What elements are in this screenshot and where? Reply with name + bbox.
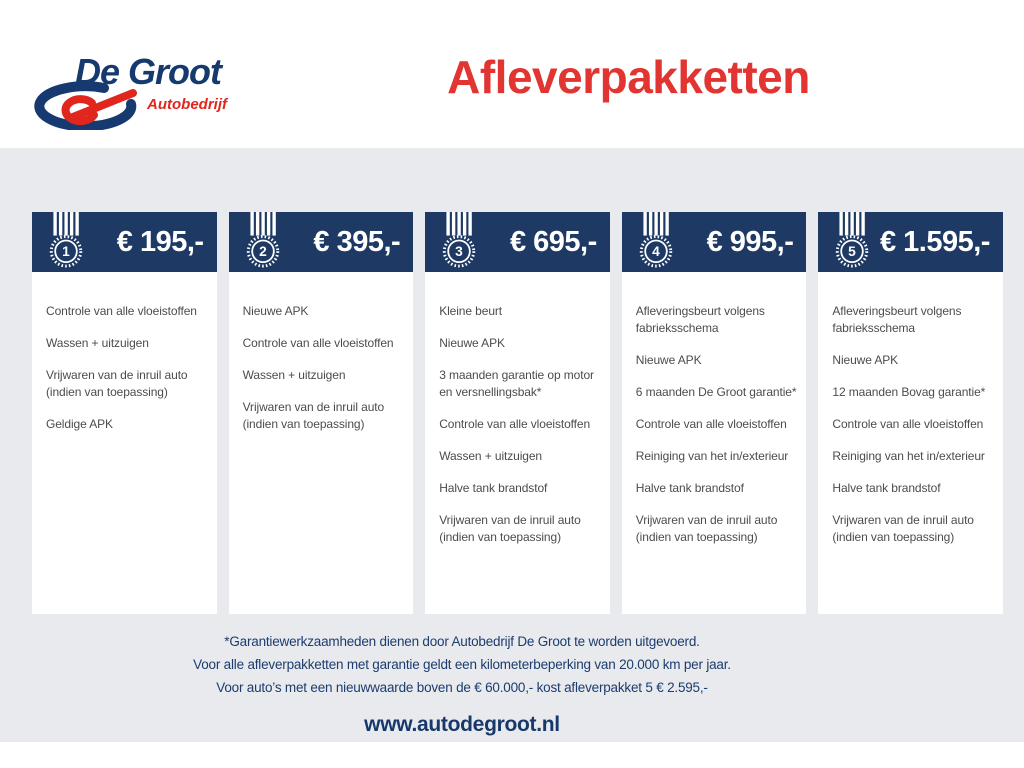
feature-item: Wassen + uitzuigen: [242, 368, 346, 382]
feature-item: 12 maanden Bovag garantie*: [832, 385, 986, 399]
package-price: € 395,-: [313, 225, 401, 258]
feature-item: Reiniging van het in/exterieur: [832, 449, 985, 463]
package-card-5: [818, 212, 1003, 614]
svg-text:5: 5: [848, 244, 857, 260]
package-price: € 995,-: [706, 225, 794, 258]
svg-text:2: 2: [258, 244, 267, 260]
package-price: € 695,-: [509, 225, 597, 258]
package-header: [425, 212, 610, 272]
feature-item: Nieuwe APK: [635, 353, 702, 367]
content-band: [0, 148, 1024, 742]
footnotes: [32, 630, 892, 699]
package-card-4: [622, 212, 807, 614]
feature-item: Controle van alle vloeistoffen: [46, 304, 197, 318]
feature-item: Nieuwe APK: [242, 304, 309, 318]
feature-item: Afleveringsbeurt volgens fabrieksschema: [635, 304, 765, 335]
feature-item: 6 maanden De Groot garantie*: [635, 385, 797, 399]
svg-text:3: 3: [455, 244, 464, 260]
footnote-line: Voor alle afleverpakketten met garantie geldt een kilometerbeperking van 20.000 km per jaar.: [193, 657, 731, 672]
feature-item: Wassen + uitzuigen: [46, 336, 149, 350]
package-price: € 195,-: [116, 225, 204, 258]
feature-item: Wassen + uitzuigen: [439, 449, 543, 463]
feature-list: [818, 272, 1003, 561]
feature-item: Controle van alle vloeistoffen: [439, 417, 591, 431]
feature-item: Halve tank brandstof: [635, 481, 744, 495]
package-card-2: [229, 212, 414, 614]
package-header: [32, 212, 217, 272]
brand-name: De Groot: [75, 51, 222, 92]
feature-item: Controle van alle vloeistoffen: [242, 336, 394, 350]
footnote-line: Voor auto’s met een nieuwwaarde boven de € 60.000,- kost afleverpakket 5 € 2.595,-: [216, 680, 708, 695]
feature-item: Vrijwaren van de inruil auto (indien van toepassing): [635, 513, 778, 544]
bottom-margin: [0, 742, 1024, 768]
page-header: [0, 0, 1024, 148]
medal-3-icon: [437, 212, 483, 269]
feature-item: 3 maanden garantie op motor en versnellingsbak*: [439, 368, 594, 399]
feature-item: Halve tank brandstof: [439, 481, 548, 495]
svg-text:4: 4: [651, 244, 660, 260]
feature-item: Nieuwe APK: [832, 353, 899, 367]
feature-list: [425, 272, 610, 561]
feature-item: Vrijwaren van de inruil auto (indien van toepassing): [46, 368, 188, 399]
medal-1-icon: [44, 212, 90, 269]
feature-item: Controle van alle vloeistoffen: [635, 417, 787, 431]
medal-2-icon: [241, 212, 287, 269]
company-logo: [33, 42, 238, 138]
package-header: [622, 212, 807, 272]
package-card-1: [32, 212, 217, 614]
feature-item: Halve tank brandstof: [832, 481, 941, 495]
svg-text:1: 1: [62, 244, 70, 260]
feature-list: [32, 272, 217, 448]
feature-item: Afleveringsbeurt volgens fabrieksschema: [832, 304, 962, 335]
medal-4-icon: [634, 212, 680, 269]
feature-item: Vrijwaren van de inruil auto (indien van toepassing): [832, 513, 974, 544]
page-title: Afleverpakketten: [447, 51, 810, 103]
feature-item: Vrijwaren van de inruil auto (indien van toepassing): [439, 513, 581, 544]
brand-subtitle: Autobedrijf: [147, 96, 227, 113]
footnote-line: *Garantiewerkzaamheden dienen door Autobedrijf De Groot te worden uitgevoerd.: [224, 634, 700, 649]
feature-item: Geldige APK: [46, 417, 113, 431]
website-link[interactable]: www.autodegroot.nl: [364, 713, 560, 736]
feature-item: Kleine beurt: [439, 304, 503, 318]
feature-item: Controle van alle vloeistoffen: [832, 417, 984, 431]
packages-grid: [0, 148, 1024, 614]
package-header: [229, 212, 414, 272]
package-price: € 1.595,-: [879, 225, 990, 258]
feature-item: Nieuwe APK: [439, 336, 505, 350]
feature-list: [229, 272, 414, 448]
package-card-3: [425, 212, 610, 614]
package-header: [818, 212, 1003, 272]
feature-list: [622, 272, 807, 561]
medal-5-icon: [830, 212, 876, 269]
feature-item: Vrijwaren van de inruil auto (indien van toepassing): [242, 400, 385, 431]
feature-item: Reiniging van het in/exterieur: [635, 449, 789, 463]
